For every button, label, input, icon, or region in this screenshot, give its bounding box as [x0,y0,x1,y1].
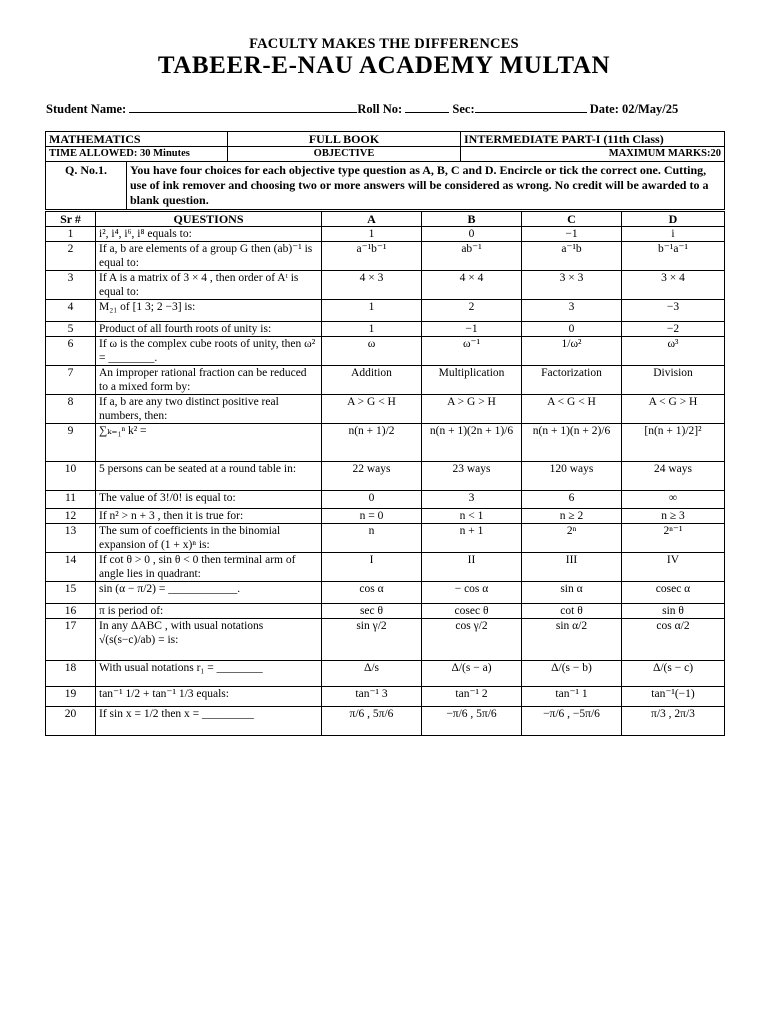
question-text: M₂₁ of [1 3; 2 −3] is: [96,300,322,322]
option-a[interactable]: 22 ways [322,462,422,491]
serial-number: 12 [46,509,96,524]
table-row [46,462,725,491]
option-d[interactable]: 24 ways [622,462,725,491]
header-c: C [522,212,622,227]
option-c[interactable]: Factorization [522,366,622,395]
option-c[interactable]: 120 ways [522,462,622,491]
option-d[interactable]: ω³ [622,337,725,366]
section-blank[interactable] [475,102,587,113]
serial-number: 4 [46,300,96,322]
table-row [46,509,725,524]
roll-no-label: Roll No: [357,102,403,116]
serial-number: 16 [46,604,96,619]
option-b[interactable]: tan⁻¹ 2 [422,687,522,707]
option-b[interactable]: − cos α [422,582,522,604]
table-row [46,687,725,707]
question-text: If A is a matrix of 3 × 4 , then order of Aᵗ is equal to: [96,271,322,300]
option-b[interactable]: cosec θ [422,604,522,619]
table-row [46,661,725,687]
option-d[interactable]: sin θ [622,604,725,619]
serial-number: 2 [46,242,96,271]
option-b[interactable]: cos γ/2 [422,619,522,661]
option-c[interactable]: 3 × 3 [522,271,622,300]
option-a[interactable]: tan⁻¹ 3 [322,687,422,707]
option-a[interactable]: ω [322,337,422,366]
roll-no-blank[interactable] [405,102,449,113]
subject: MATHEMATICS [46,132,228,147]
option-c[interactable]: 6 [522,491,622,509]
table-row [46,337,725,366]
option-d[interactable]: Division [622,366,725,395]
academy-title: TABEER-E-NAU ACADEMY MULTAN [157,52,611,79]
date-label: Date: 02/May/25 [589,102,679,116]
serial-number: 14 [46,553,96,582]
question-text: If n² > n + 3 , then it is true for: [96,509,322,524]
table-row [46,395,725,424]
option-a[interactable]: cos α [322,582,422,604]
option-c[interactable]: A < G < H [522,395,622,424]
option-a[interactable]: 0 [322,491,422,509]
option-d[interactable]: n ≥ 3 [622,509,725,524]
option-a[interactable]: π/6 , 5π/6 [322,707,422,736]
serial-number: 15 [46,582,96,604]
option-a[interactable]: sin γ/2 [322,619,422,661]
serial-number: 6 [46,337,96,366]
question-text: sin (α − π/2) = ____________. [96,582,322,604]
question-text: If sin x = 1/2 then x = _________ [96,707,322,736]
student-info-line [46,102,726,117]
option-a[interactable]: 1 [322,227,422,242]
option-c[interactable]: n(n + 1)(n + 2)/6 [522,424,622,462]
option-d[interactable]: 2ⁿ⁻¹ [622,524,725,553]
table-row [46,227,725,242]
table-row [46,300,725,322]
option-d[interactable]: 3 × 4 [622,271,725,300]
time-allowed: TIME ALLOWED: 30 Minutes [46,147,228,162]
option-c[interactable]: sin α/2 [522,619,622,661]
option-b[interactable]: n(n + 1)(2n + 1)/6 [422,424,522,462]
serial-number: 9 [46,424,96,462]
option-b[interactable]: 4 × 4 [422,271,522,300]
option-b[interactable]: A > G > H [422,395,522,424]
table-row [46,366,725,395]
question-text: 5 persons can be seated at a round table in: [96,462,322,491]
serial-number: 20 [46,707,96,736]
option-c[interactable]: cot θ [522,604,622,619]
question-text: The value of 3!/0! is equal to: [96,491,322,509]
questions-table [45,211,725,736]
table-row [46,271,725,300]
option-d[interactable]: −3 [622,300,725,322]
question-text: Product of all fourth roots of unity is: [96,322,322,337]
option-c[interactable]: n ≥ 2 [522,509,622,524]
student-name-blank[interactable] [129,102,357,113]
option-d[interactable]: [n(n + 1)/2]² [622,424,725,462]
option-a[interactable]: 1 [322,322,422,337]
option-d[interactable]: tan⁻¹(−1) [622,687,725,707]
option-c[interactable]: 3 [522,300,622,322]
question-text: π is period of: [96,604,322,619]
option-b[interactable]: ab⁻¹ [422,242,522,271]
paper-type: OBJECTIVE [228,147,461,162]
option-d[interactable]: b⁻¹a⁻¹ [622,242,725,271]
header-questions: QUESTIONS [96,212,322,227]
serial-number: 13 [46,524,96,553]
header-b: B [422,212,522,227]
table-row [46,524,725,553]
table-row [46,553,725,582]
question-text: If a, b are elements of a group G then (ab)⁻¹ is equal to: [96,242,322,271]
option-b[interactable]: ω⁻¹ [422,337,522,366]
option-a[interactable]: Addition [322,366,422,395]
option-a[interactable]: I [322,553,422,582]
option-c[interactable]: tan⁻¹ 1 [522,687,622,707]
option-b[interactable]: Δ/(s − a) [422,661,522,687]
question-text: tan⁻¹ 1/2 + tan⁻¹ 1/3 equals: [96,687,322,707]
option-d[interactable]: Δ/(s − c) [622,661,725,687]
table-row [46,604,725,619]
question-text: In any ΔABC , with usual notations √(s(s−c)/ab) = is: [96,619,322,661]
option-b[interactable]: Multiplication [422,366,522,395]
option-c[interactable]: −1 [522,227,622,242]
option-b[interactable]: II [422,553,522,582]
option-a[interactable]: n [322,524,422,553]
option-a[interactable]: 4 × 3 [322,271,422,300]
header-sr: Sr # [46,212,96,227]
option-b[interactable]: −1 [422,322,522,337]
option-b[interactable]: 0 [422,227,522,242]
serial-number: 1 [46,227,96,242]
option-b[interactable]: n + 1 [422,524,522,553]
serial-number: 8 [46,395,96,424]
table-row [46,707,725,736]
paper-info-table [45,131,725,162]
questions-body [46,227,725,736]
question-text: ∑ₖ₌₁ⁿ k² = [96,424,322,462]
table-row [46,619,725,661]
option-d[interactable]: A < G > H [622,395,725,424]
option-d[interactable]: IV [622,553,725,582]
serial-number: 3 [46,271,96,300]
serial-number: 19 [46,687,96,707]
instructions-text: You have four choices for each objective type question as A, B, C and D. Encircle or tick the correct one. Cutting, use of ink remover and choosing two or more answers will be considered as wrong. No credit will be awarded to a blank question. [127,162,725,210]
option-c[interactable]: Δ/(s − b) [522,661,622,687]
instructions-table [45,161,725,210]
question-text: If a, b are any two distinct positive real numbers, then: [96,395,322,424]
option-b[interactable]: n < 1 [422,509,522,524]
option-a[interactable]: n(n + 1)/2 [322,424,422,462]
option-c[interactable]: 2ⁿ [522,524,622,553]
header-a: A [322,212,422,227]
header-d: D [622,212,725,227]
option-a[interactable]: sec θ [322,604,422,619]
max-marks: MAXIMUM MARKS:20 [461,147,725,162]
section-label: Sec: [452,102,475,116]
option-a[interactable]: A > G < H [322,395,422,424]
option-b[interactable]: 3 [422,491,522,509]
table-row [46,322,725,337]
tagline: FACULTY MAKES THE DIFFERENCES [249,36,519,52]
option-d[interactable]: cos α/2 [622,619,725,661]
table-row [46,582,725,604]
question-text: The sum of coefficients in the binomial expansion of (1 + x)ⁿ is: [96,524,322,553]
student-name-label: Student Name: [46,102,127,116]
option-d[interactable]: i [622,227,725,242]
option-d[interactable]: cosec α [622,582,725,604]
option-c[interactable]: 1/ω² [522,337,622,366]
table-row [46,491,725,509]
option-d[interactable]: π/3 , 2π/3 [622,707,725,736]
option-a[interactable]: a⁻¹b⁻¹ [322,242,422,271]
class: INTERMEDIATE PART-I (11th Class) [461,132,725,147]
serial-number: 10 [46,462,96,491]
option-c[interactable]: −π/6 , −5π/6 [522,707,622,736]
book: FULL BOOK [228,132,461,147]
option-c[interactable]: a⁻¹b [522,242,622,271]
question-text: i², i⁴, i⁶, i⁸ equals to: [96,227,322,242]
option-a[interactable]: Δ/s [322,661,422,687]
table-row [46,242,725,271]
serial-number: 7 [46,366,96,395]
serial-number: 18 [46,661,96,687]
question-text: With usual notations r₁ = ________ [96,661,322,687]
serial-number: 11 [46,491,96,509]
option-a[interactable]: 1 [322,300,422,322]
option-b[interactable]: −π/6 , 5π/6 [422,707,522,736]
question-number: Q. No.1. [46,162,127,210]
option-c[interactable]: III [522,553,622,582]
option-c[interactable]: sin α [522,582,622,604]
serial-number: 17 [46,619,96,661]
option-c[interactable]: 0 [522,322,622,337]
question-text: An improper rational fraction can be reduced to a mixed form by: [96,366,322,395]
question-text: If ω is the complex cube roots of unity, then ω² = ________. [96,337,322,366]
option-b[interactable]: 2 [422,300,522,322]
option-a[interactable]: n = 0 [322,509,422,524]
option-d[interactable]: ∞ [622,491,725,509]
table-row [46,424,725,462]
question-text: If cot θ > 0 , sin θ < 0 then terminal arm of angle lies in quadrant: [96,553,322,582]
option-b[interactable]: 23 ways [422,462,522,491]
serial-number: 5 [46,322,96,337]
option-d[interactable]: −2 [622,322,725,337]
